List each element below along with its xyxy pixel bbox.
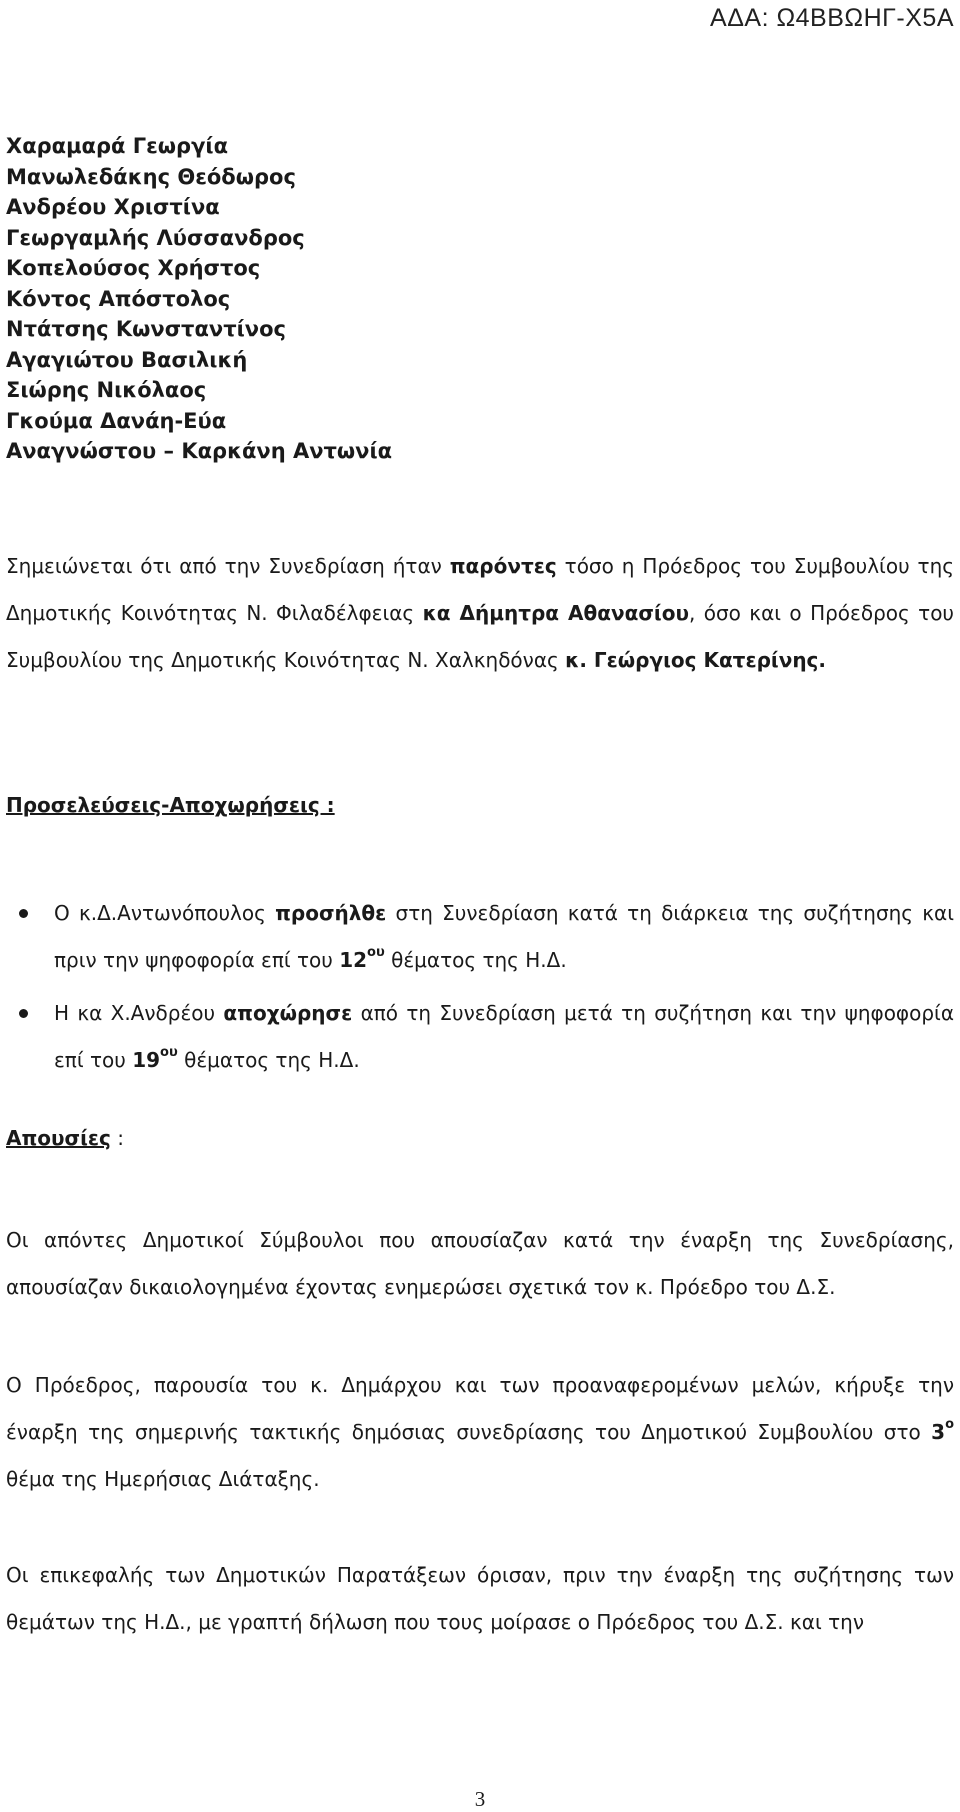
member-name: Ντάτσης Κωνσταντίνος	[6, 317, 286, 341]
member-name: Αγαγιώτου Βασιλική	[6, 347, 248, 372]
presence-bold-1: παρόντες	[449, 554, 557, 578]
absences-paragraph: Οι απόντες Δημοτικοί Σύμβουλοι που απουσίαζαν κατά την έναρξη της Συνεδρίασης, απουσίαζαν δικαιολογημένα έχοντας ενημερώσει σχετικά τον κ. Πρόεδρο του Δ.Σ.	[6, 1228, 954, 1299]
member-name: Κόντος Απόστολος	[6, 286, 231, 311]
presence-paragraph	[6, 543, 954, 684]
member-name: Αναγνώστου – Καρκάνη Αντωνία	[6, 439, 393, 463]
presence-text-2: τόσο η Πρόεδρος του Συμβουλίου της Δημοτικής Κοινότητας Ν. Φιλαδέλφειας	[6, 554, 955, 625]
member-name: Γεωργαμλής Λύσσανδρος	[6, 225, 305, 250]
member-name: Ανδρέου Χριστίνα	[6, 195, 220, 219]
arrivals-list	[0, 890, 954, 1084]
member-name: Γκούμα Δανάη-Εύα	[6, 408, 227, 433]
opening-paragraph: Ο Πρόεδρος, παρουσία του κ. Δημάρχου και των προαναφερομένων μελών, κήρυξε την έναρξη της σημερινής τακτικής δημόσιας συνεδρίασης του Δημοτικού Συμβουλίου στο $3^o$ θέμα της Ημερήσιας Διάταξης.	[6, 1373, 954, 1491]
ada-code: ΑΔΑ: Ω4ΒΒΩΗΓ-Χ5Α	[710, 4, 954, 32]
bullet-icon	[19, 909, 28, 918]
arrival-verb: προσήλθε	[275, 901, 387, 925]
arrival-item: Η κα Χ.Ανδρέου αποχώρησε από τη Συνεδρίαση μετά τη συζήτηση και την ψηφοφορία επί του $19^{o\upsilon}$ θέματος της Η.Δ.	[0, 990, 954, 1084]
presence-bold-2: κα Δήμητρα Αθανασίου	[422, 601, 689, 625]
member-name: Χαραμαρά Γεωργία	[6, 134, 228, 158]
arrivals-heading: Προσελεύσεις-Αποχωρήσεις :	[6, 793, 335, 817]
page-number: 3	[474, 1787, 486, 1811]
presence-text-1: Σημειώνεται ότι από την Συνεδρίαση ήταν	[6, 554, 450, 578]
absences-heading: Απουσίες :	[6, 1126, 125, 1150]
member-name: Σιώρης Νικόλαος	[6, 378, 207, 402]
presence-text-3: , όσο και ο Πρόεδρος του Συμβουλίου της Δημοτικής Κοινότητας Ν. Χαλκηδόνας	[6, 601, 955, 672]
factions-paragraph: Οι επικεφαλής των Δημοτικών Παρατάξεων όρισαν, πριν την έναρξη της συζήτησης των θεμάτων της Η.Δ., με γραπτή δήλωση που τους μοίρασε ο Πρόεδρος του Δ.Σ. και την	[6, 1563, 954, 1634]
members-list	[6, 131, 392, 467]
arrival-item: Ο κ.Δ.Αντωνόπουλος προσήλθε στη Συνεδρίαση κατά τη διάρκεια της συζήτησης και πριν την ψηφοφορία επί του $12^{o\upsilon}$ θέματος της Η.Δ.	[0, 890, 954, 984]
member-name: Μανωλεδάκης Θεόδωρος	[6, 164, 296, 189]
member-name: Κοπελούσος Χρήστος	[6, 256, 261, 280]
bullet-icon	[19, 1009, 28, 1018]
arrival-verb: αποχώρησε	[223, 1001, 353, 1025]
presence-bold-3: κ. Γεώργιος Κατερίνης.	[565, 648, 827, 672]
